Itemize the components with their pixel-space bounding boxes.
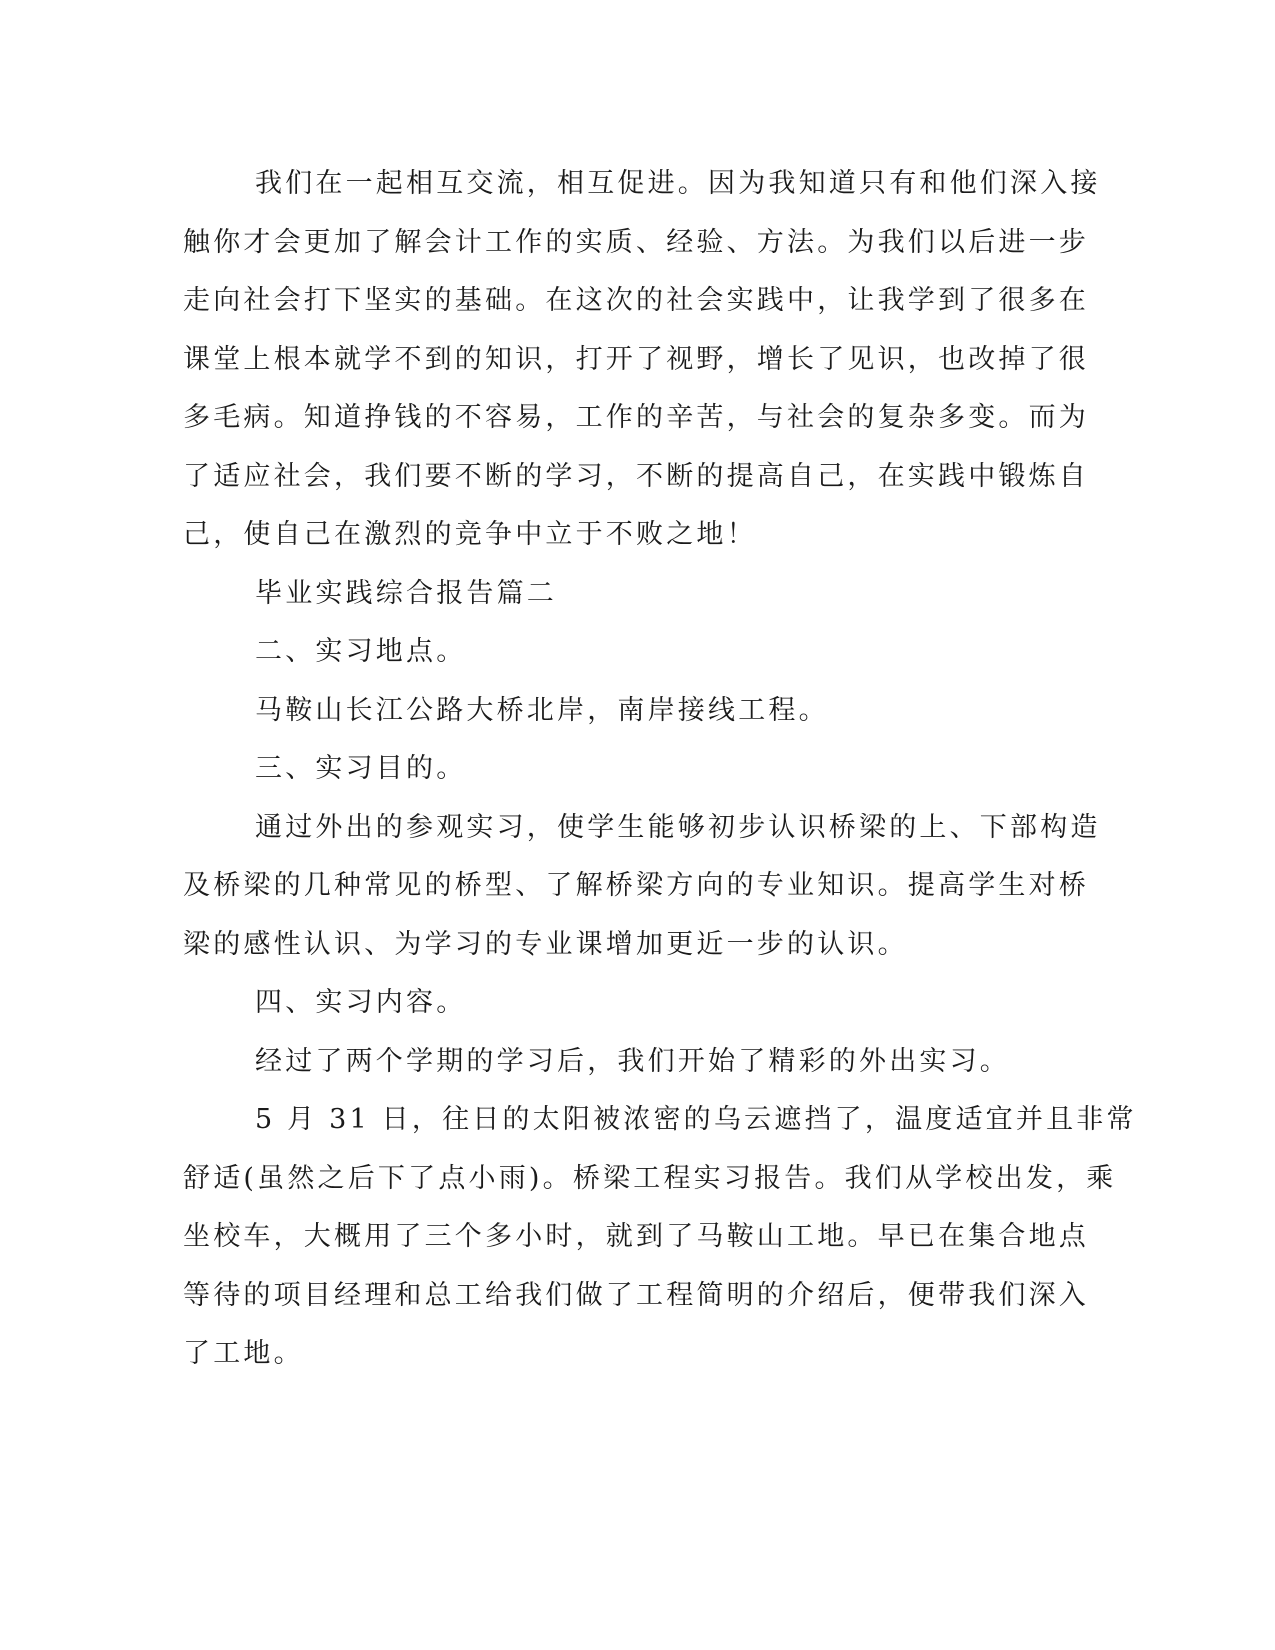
paragraph-line: 5 月 31 日，往日的太阳被浓密的乌云遮挡了，温度适宜并且非常 <box>255 1104 1137 1135</box>
paragraph-line: 课堂上根本就学不到的知识，打开了视野，增长了见识，也改掉了很 <box>183 343 1089 375</box>
paragraph-line: 了工地。 <box>183 1338 304 1369</box>
section-heading: 三、实习目的。 <box>255 753 467 784</box>
paragraph-line: 多毛病。知道挣钱的不容易，工作的辛苦，与社会的复杂多变。而为 <box>183 402 1089 433</box>
section-title: 毕业实践综合报告篇二 <box>255 577 557 609</box>
paragraph-line: 走向社会打下坚实的基础。在这次的社会实践中，让我学到了很多在 <box>183 285 1089 316</box>
paragraph-line: 坐校车，大概用了三个多小时，就到了马鞍山工地。早已在集合地点 <box>183 1221 1089 1252</box>
paragraph-line: 舒适(虽然之后下了点小雨)。桥梁工程实习报告。我们从学校出发，乘 <box>183 1162 1117 1194</box>
paragraph-line: 等待的项目经理和总工给我们做了工程简明的介绍后，便带我们深入 <box>183 1279 1089 1311</box>
paragraph-line: 经过了两个学期的学习后，我们开始了精彩的外出实习。 <box>255 1045 1010 1077</box>
paragraph-line: 了适应社会，我们要不断的学习，不断的提高自己，在实践中锻炼自 <box>183 460 1089 492</box>
paragraph-line: 马鞍山长江公路大桥北岸，南岸接线工程。 <box>255 694 829 726</box>
paragraph-line: 及桥梁的几种常见的桥型、了解桥梁方向的专业知识。提高学生对桥 <box>183 870 1089 901</box>
paragraph-line: 己，使自己在激烈的竞争中立于不败之地！ <box>183 519 757 550</box>
paragraph-line: 梁的感性认识、为学习的专业课增加更近一步的认识。 <box>183 928 908 960</box>
document-body <box>183 155 1137 1384</box>
paragraph-line: 通过外出的参观实习，使学生能够初步认识桥梁的上、下部构造 <box>255 811 1101 843</box>
paragraph-line: 触你才会更加了解会计工作的实质、经验、方法。为我们以后进一步 <box>183 226 1089 258</box>
section-heading: 四、实习内容。 <box>255 987 467 1018</box>
paragraph-line: 我们在一起相互交流，相互促进。因为我知道只有和他们深入接 <box>255 168 1101 199</box>
section-heading: 二、实习地点。 <box>255 636 467 667</box>
